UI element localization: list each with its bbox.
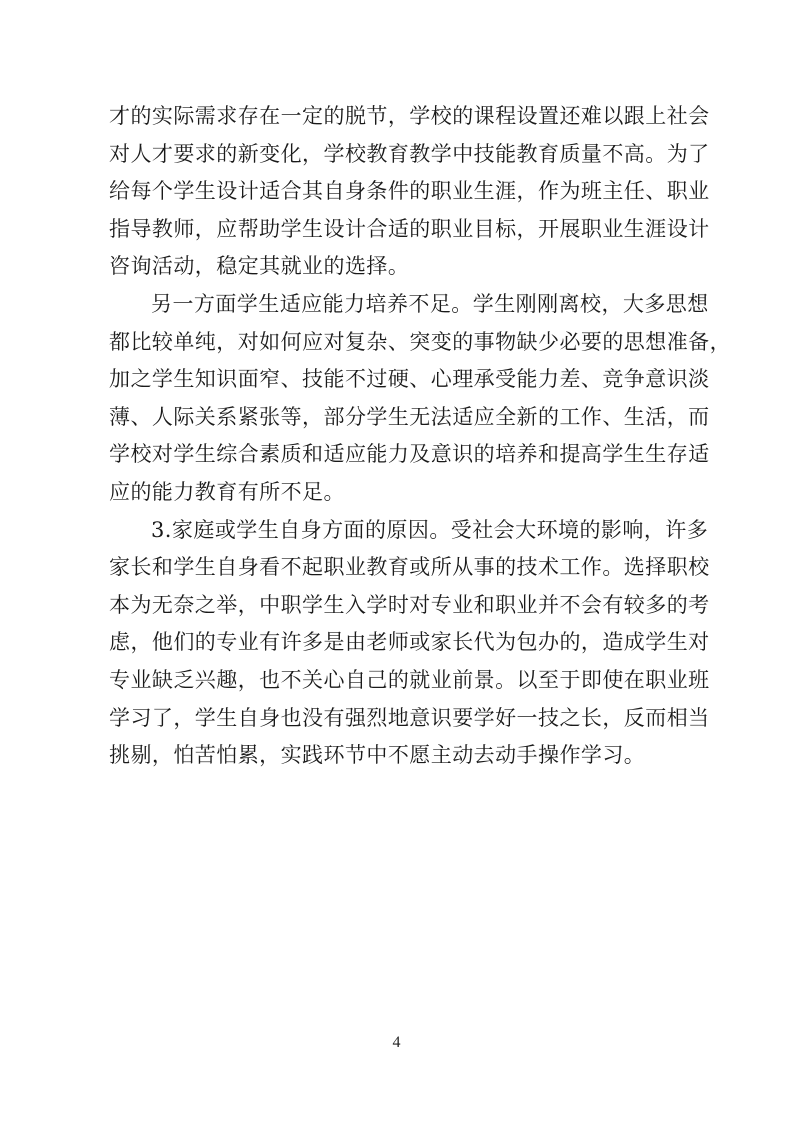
text-line: 应的能力教育有所不足。 [109, 479, 345, 504]
text-line: 专业缺乏兴趣，也不关心自己的就业前景。以至于即使在职业班 [109, 667, 710, 692]
paragraph-continuation [109, 98, 710, 286]
text-line: 都比较单纯，对如何应对复杂、突变的事物缺少必要的思想准备， [109, 329, 732, 354]
text-line: 薄、人际关系紧张等，部分学生无法适应全新的工作、生活，而 [109, 404, 710, 429]
text-line: 指导教师，应帮助学生设计合适的职业目标，开展职业生涯设计 [109, 216, 710, 241]
text-line: 虑，他们的专业有许多是由老师或家长代为包办的，造成学生对 [109, 630, 710, 655]
text-line: 咨询活动，稳定其就业的选择。 [109, 254, 410, 279]
text-line: 学校对学生综合素质和适应能力及意识的培养和提高学生生存适 [109, 442, 710, 467]
body-text [109, 98, 732, 775]
page-number: 4 [392, 1034, 401, 1051]
text-line: 学习了，学生自身也没有强烈地意识要学好一技之长，反而相当 [109, 705, 710, 730]
text-line: 加之学生知识面窄、技能不过硬、心理承受能力差、竞争意识淡 [109, 367, 710, 392]
paragraph-family-reasons [109, 512, 710, 775]
paragraph-adaptability [109, 286, 732, 512]
text-line: 对人才要求的新变化，学校教育教学中技能教育质量不高。为了 [109, 141, 710, 166]
text-line: 才的实际需求存在一定的脱节，学校的课程设置还难以跟上社会 [109, 104, 710, 128]
text-line: 给每个学生设计适合其自身条件的职业生涯，作为班主任、职业 [109, 179, 710, 204]
text-line: 3.家庭或学生自身方面的原因。受社会大环境的影响，许多 [151, 517, 709, 542]
text-line: 挑剔，怕苦怕累，实践环节中不愿主动去动手操作学习。 [109, 743, 646, 768]
text-line: 本为无奈之举，中职学生入学时对专业和职业并不会有较多的考 [109, 592, 710, 617]
text-line: 家长和学生自身看不起职业教育或所从事的技术工作。选择职校 [109, 555, 710, 580]
text-line: 另一方面学生适应能力培养不足。学生刚刚离校，大多思想 [151, 291, 709, 316]
